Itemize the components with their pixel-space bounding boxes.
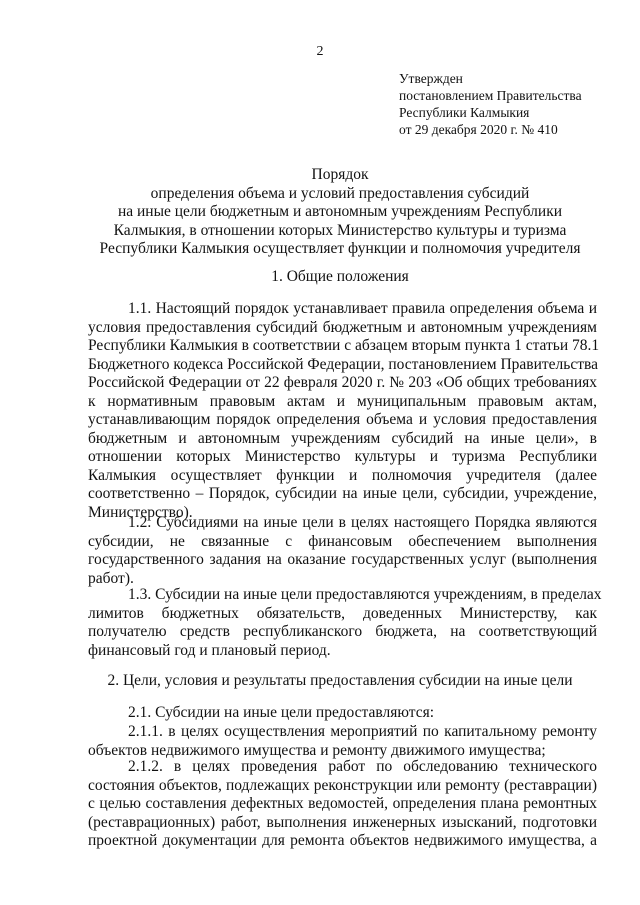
approval-line: Утвержден — [399, 71, 463, 86]
title-line: Порядок — [311, 166, 369, 183]
text-line: получателю средств республиканского бюджета, на соответствующий — [88, 623, 597, 640]
approval-line: от 29 декабря 2020 г. № 410 — [399, 122, 558, 137]
approval-line: Республики Калмыкия — [399, 105, 530, 120]
paragraph-1-2 — [88, 514, 597, 588]
text-line: лимитов бюджетных обязательств, доведенных Министерству, как — [88, 604, 597, 622]
text-line: 2.1. Субсидии на иные цели предоставляются: — [128, 704, 435, 721]
paragraph-2-1-2 — [88, 758, 597, 851]
text-line: 1.2. Субсидиями на иные цели в целях настоящего Порядка являются — [128, 514, 597, 531]
text-line: 1.3. Субсидии на иные цели предоставляются учреждениям, в пределах — [128, 586, 602, 603]
document-title — [80, 166, 600, 259]
text-line: отношении которых Министерство культуры и туризма Республики — [88, 448, 597, 465]
text-line: условия предоставления субсидий бюджетным и автономным учреждениям — [88, 318, 597, 336]
text-line: (реставрационных) работ, выполнения инженерных изысканий, подготовки — [88, 813, 597, 831]
text-line: Российской Федерации от 22 февраля 2020 г. № 203 «Об общих требованиях — [88, 374, 597, 391]
section-heading-1: 1. Общие положения — [271, 268, 409, 285]
title-line: Калмыкия, в отношении которых Министерство культуры и туризма — [113, 221, 567, 239]
text-line: устанавливающим порядок определения объема и условия предоставления — [88, 411, 597, 428]
text-line: Бюджетного кодекса Российской Федерации, постановлением Правительства — [88, 355, 598, 373]
text-line: Республики Калмыкия в соответствии с абзацем вторым пункта 1 статьи 78.1 — [88, 337, 600, 354]
text-line: состояния объектов, подлежащих реконструкции или ремонту (реставрации) — [88, 776, 597, 794]
text-line: соответственно – Порядок, субсидии на иные цели, субсидии, учреждение, — [88, 485, 597, 502]
paragraph-2-1 — [88, 704, 597, 723]
text-line: проектной документации для ремонта объектов недвижимого имущества, а — [88, 832, 597, 849]
paragraph-1-1 — [88, 300, 600, 522]
text-line: с целью составления дефектных ведомостей, определения плана ремонтных — [88, 795, 597, 812]
text-line: государственного задания на оказание государственных услуг (выполнения — [88, 551, 597, 568]
page-number: 2 — [316, 44, 324, 59]
text-line: 2.1.1. в целях осуществления мероприятий по капитальному ремонту — [128, 723, 597, 740]
paragraph-2-1-1 — [88, 723, 597, 760]
approval-stamp — [399, 70, 582, 138]
text-line: финансовый год и плановый период. — [88, 641, 331, 659]
title-line: Республики Калмыкия осуществляет функции и полномочия учредителя — [99, 240, 581, 257]
title-line: на иные цели бюджетным и автономным учреждениям Республики — [117, 203, 563, 220]
text-line: к нормативным правовым актам и муниципальным правовым актам, — [88, 392, 597, 410]
title-line: определения объема и условий предоставления субсидий — [150, 184, 530, 202]
text-line: субсидии, не связанные с финансовым обеспечением выполнения — [88, 532, 597, 550]
text-line: Министерство). — [88, 503, 193, 521]
text-line: объектов недвижимого имущества и ремонту движимого имущества; — [88, 741, 546, 759]
section-heading-2: 2. Цели, условия и результаты предоставления субсидии на иные цели — [107, 672, 573, 689]
approval-line: постановлением Правительства — [399, 88, 582, 103]
paragraph-1-3 — [88, 586, 602, 660]
text-line: бюджетным и автономным учреждениям субсидий на иные цели», в — [88, 429, 597, 447]
text-line: 2.1.2. в целях проведения работ по обследованию технического — [128, 758, 597, 775]
text-line: работ). — [88, 569, 134, 587]
text-line: Калмыкия осуществляет функции и полномочия учредителя (далее — [88, 466, 597, 484]
text-line: 1.1. Настоящий порядок устанавливает правила определения объема и — [128, 300, 597, 317]
